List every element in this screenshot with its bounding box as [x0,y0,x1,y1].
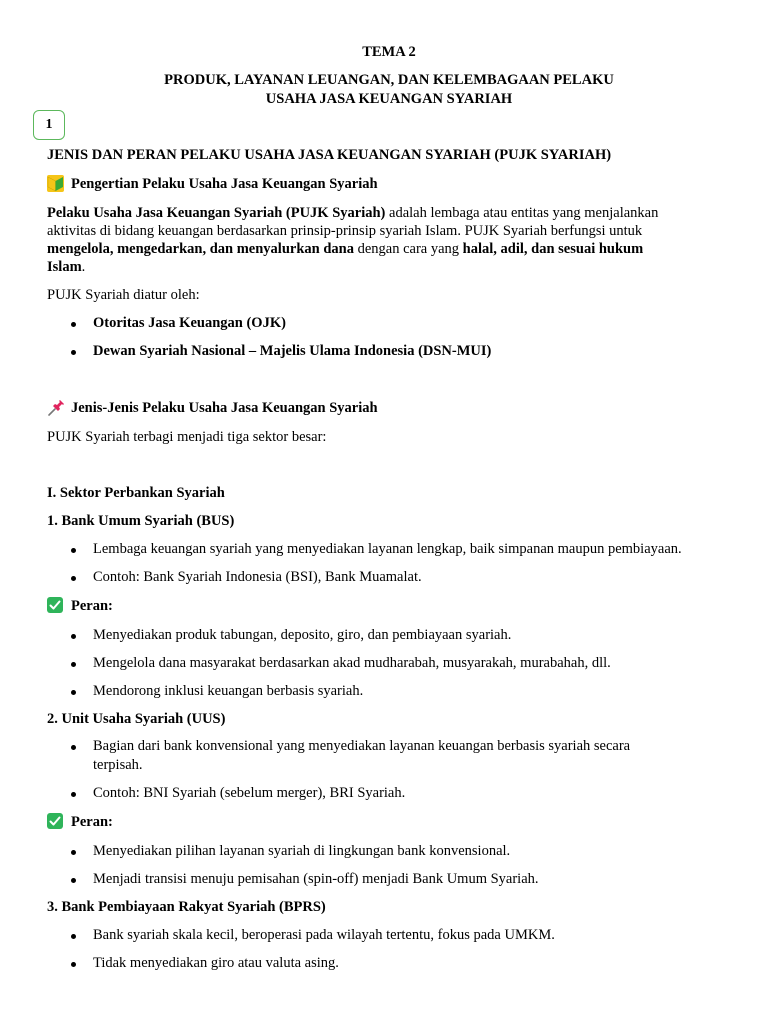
bus-title: 1. Bank Umum Syariah (BUS) [47,513,235,529]
diatur-text: PUJK Syariah diatur oleh: [47,287,200,303]
doc-title-line2: USAHA JASA KEUANGAN SYARIAH [265,91,513,107]
bullet [71,548,76,553]
list-item-continuation: terpisah. [93,757,143,773]
bullet [71,690,76,695]
pengertian-paragraph-line4 [47,258,727,277]
pengertian-paragraph-line3 [47,240,727,259]
list-item: Dewan Syariah Nasional – Majelis Ulama Indonesia (DSN-MUI) [93,343,492,359]
list-item: Contoh: Bank Syariah Indonesia (BSI), Bank Muamalat. [93,569,422,585]
jenis-heading: Jenis-Jenis Pelaku Usaha Jasa Keuangan Syariah [71,400,378,416]
bprs-title: 3. Bank Pembiayaan Rakyat Syariah (BPRS) [47,899,326,915]
list-item: Menyediakan produk tabungan, deposito, giro, dan pembiayaan syariah. [93,627,512,643]
list-item: Menjadi transisi menuju pemisahan (spin-off) menjadi Bank Umum Syariah. [93,871,539,887]
check-mark-icon [47,813,65,831]
list-item: Tidak menyediakan giro atau valuta asing. [93,955,339,971]
emphasis-text: mengelola, mengedarkan, dan menyalurkan dana [47,241,354,257]
paragraph-text: . [81,259,86,275]
bullet [71,634,76,639]
list-item: Mendorong inklusi keuangan berbasis syariah. [93,683,364,699]
bullet [71,662,76,667]
bullet [71,792,76,797]
emphasis-text: Islam [47,259,82,275]
list-item: Menyediakan pilihan layanan syariah di lingkungan bank konvensional. [93,843,511,859]
pengertian-heading: Pengertian Pelaku Usaha Jasa Keuangan Syariah [71,176,378,192]
pujk-term: Pelaku Usaha Jasa Keuangan Syariah (PUJK Syariah) [47,205,386,221]
beginner-icon [47,175,65,193]
bullet [71,934,76,939]
section-number-box: 1 [33,110,65,140]
bullet [71,878,76,883]
list-item: Bank syariah skala kecil, beroperasi pada wilayah tertentu, fokus pada UMKM. [93,927,555,943]
doc-title-line1: PRODUK, LAYANAN LEUANGAN, DAN KELEMBAGAAN PELAKU [164,72,614,88]
list-item: Otoritas Jasa Keuangan (OJK) [93,315,286,331]
pengertian-paragraph-line1 [47,204,727,223]
pushpin-icon [47,399,65,417]
list-item: Contoh: BNI Syariah (sebelum merger), BRI Syariah. [93,785,406,801]
peran-label: Peran: [71,814,113,830]
bullet [71,576,76,581]
bullet [71,322,76,327]
paragraph-text: dengan cara yang [353,241,463,257]
bullet [71,745,76,750]
bullet [71,962,76,967]
paragraph-text: adalah lembaga atau entitas yang menjalankan [385,205,659,221]
emphasis-text: halal, adil, dan sesuai hukum [462,241,644,257]
list-item: Bagian dari bank konvensional yang menyediakan layanan keuangan berbasis syariah secara [93,738,631,754]
list-item: Lembaga keuangan syariah yang menyediakan layanan lengkap, baik simpanan maupun pembiayaan. [93,541,682,557]
bullet [71,350,76,355]
pengertian-paragraph-line2: aktivitas di bidang keuangan berdasarkan prinsip-prinsip syariah Islam. PUJK Syariah berfungsi untuk [47,223,643,239]
section-title: JENIS DAN PERAN PELAKU USAHA JASA KEUANGAN SYARIAH (PUJK SYARIAH) [47,147,612,163]
check-mark-icon [47,597,65,615]
list-item: Mengelola dana masyarakat berdasarkan akad mudharabah, musyarakah, murabahah, dll. [93,655,611,671]
bullet [71,850,76,855]
sektor-perbankan-title: I. Sektor Perbankan Syariah [47,485,225,501]
peran-label: Peran: [71,598,113,614]
jenis-intro: PUJK Syariah terbagi menjadi tiga sektor besar: [47,429,327,445]
theme-label: TEMA 2 [362,44,416,60]
uus-title: 2. Unit Usaha Syariah (UUS) [47,711,226,727]
